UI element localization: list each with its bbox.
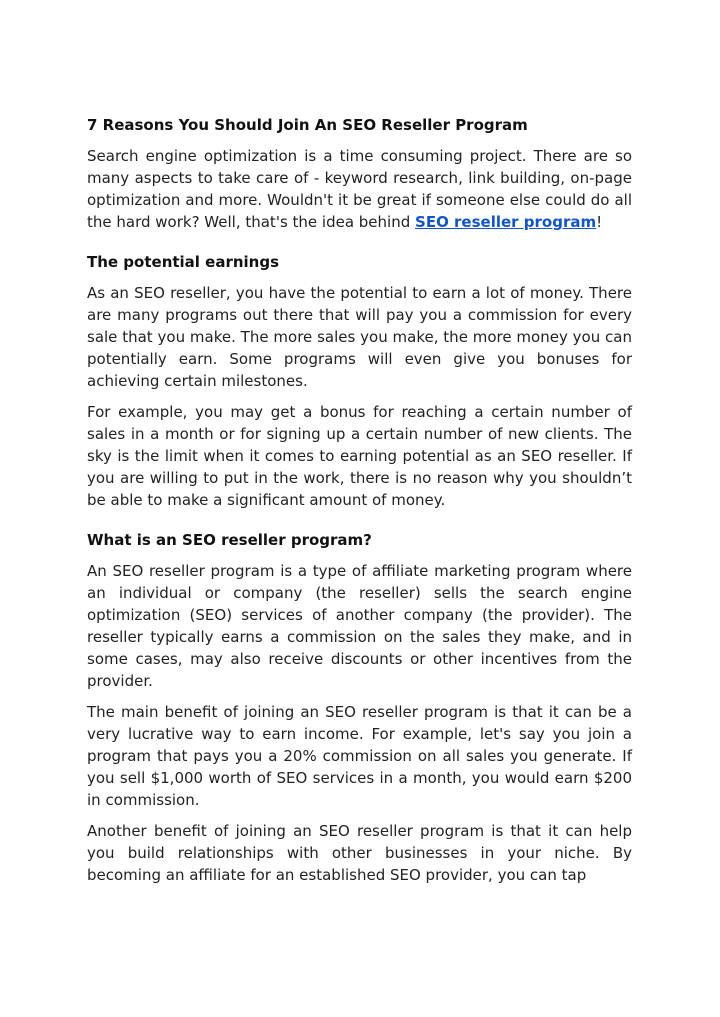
section-heading: What is an SEO reseller program? [87,531,372,549]
intro-text: Search engine optimization is a time consuming project. There are so many aspects to take care of - keyword research, link building, on-page optimization and more. Wouldn't it be great if someone else could do all the hard work? Well, that's the idea behind [87,147,632,231]
body-paragraph: Another benefit of joining an SEO reseller program is that it can help you build relationships with other businesses in your niche. By becoming an affiliate for an established SEO provider, you can tap [87,822,632,884]
section-heading: The potential earnings [87,253,280,271]
document-title: 7 Reasons You Should Join An SEO Reseller Program [87,116,528,134]
body-paragraph: For example, you may get a bonus for reaching a certain number of sales in a month or for signing up a certain number of new clients. The sky is the limit when it comes to earning potential as an SEO reseller. If you are willing to put in the work, there is no reason why you shouldn’t be able to make a significant amount of money. [87,403,632,509]
seo-reseller-program-link[interactable]: SEO reseller program [415,213,597,231]
document-page [87,114,632,895]
intro-paragraph [87,145,632,233]
body-paragraph: An SEO reseller program is a type of affiliate marketing program where an individual or company (the reseller) sells the search engine optimization (SEO) services of another company (the provider). The reseller typically earns a commission on the sales they make, and in some cases, may also receive discounts or other incentives from the provider. [87,562,632,690]
section-what-is-seo-reseller-program [87,529,632,886]
body-paragraph: The main benefit of joining an SEO reseller program is that it can be a very lucrative way to earn income. For example, let's say you join a program that pays you a 20% commission on all sales you generate. If you sell $1,000 worth of SEO services in a month, you would earn $200 in commission. [87,703,632,809]
section-potential-earnings [87,251,632,511]
body-paragraph: As an SEO reseller, you have the potential to earn a lot of money. There are many programs out there that will pay you a commission for every sale that you make. The more sales you make, the more money you can potentially earn. Some programs will even give you bonuses for achieving certain milestones. [87,284,632,390]
intro-text-end: ! [596,213,603,231]
